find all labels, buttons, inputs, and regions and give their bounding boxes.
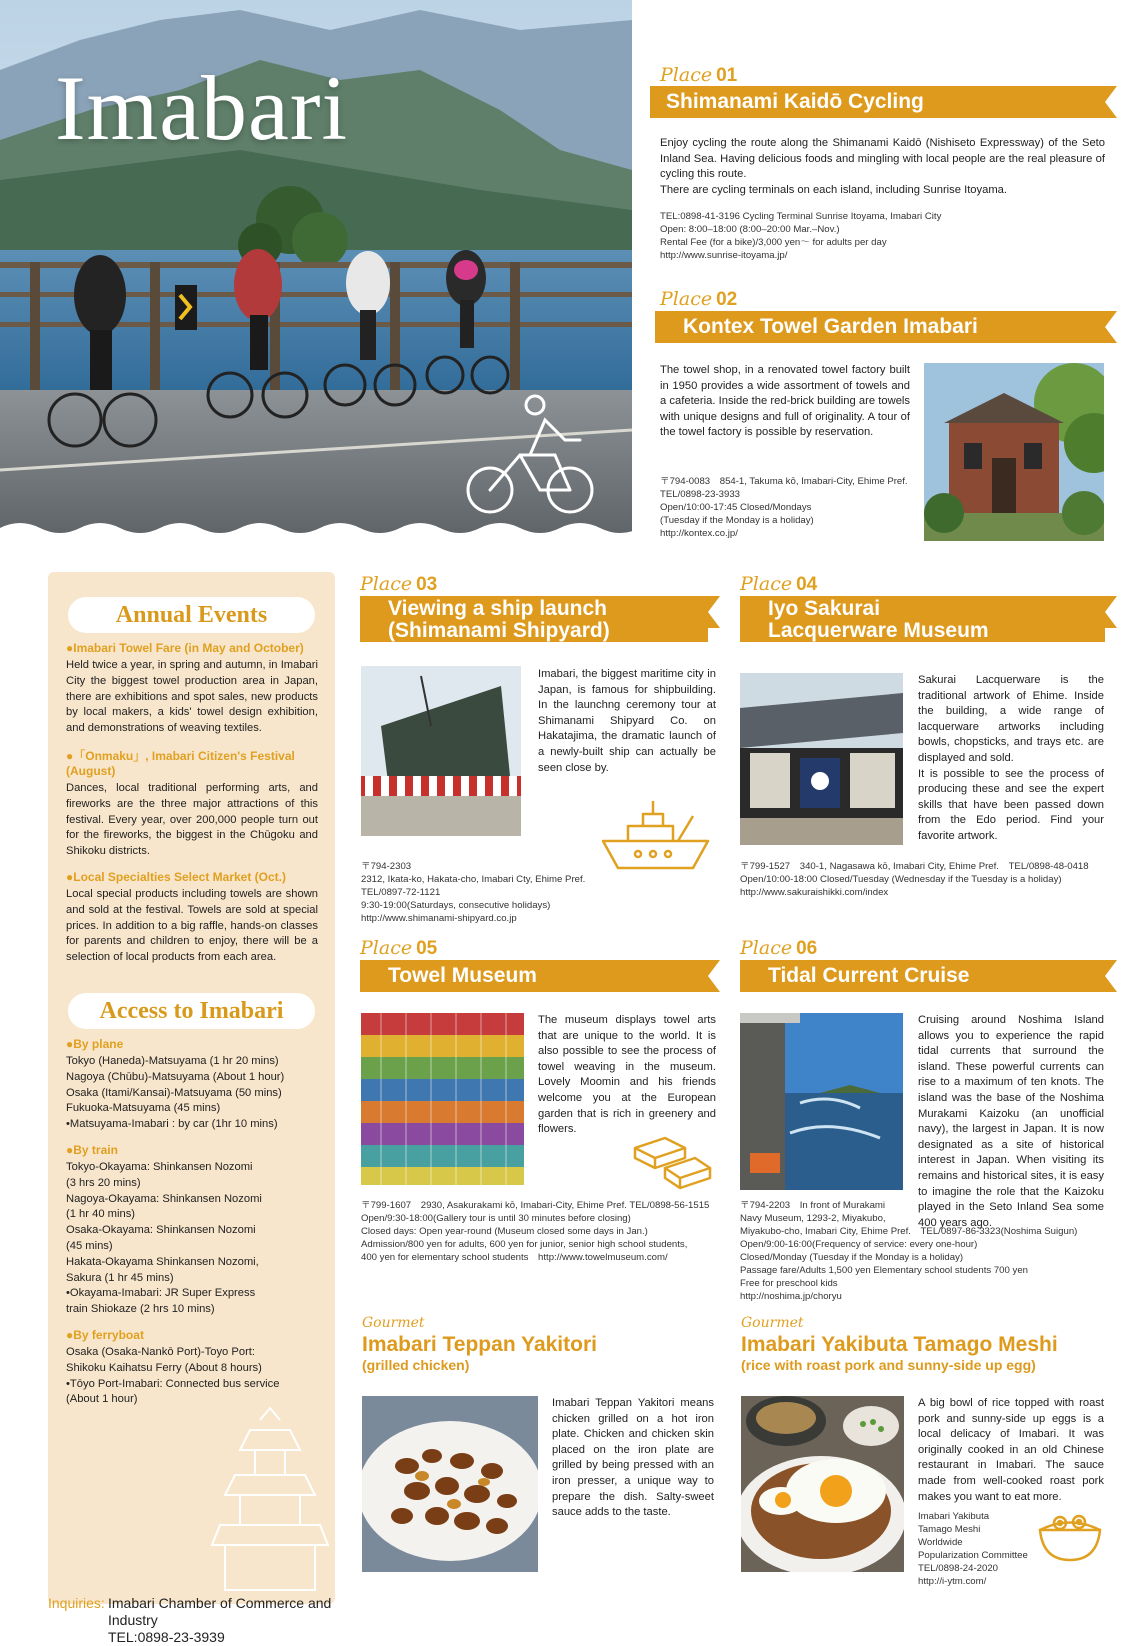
place-06-info: 〒794-2203 In front of Murakami Navy Museum, 1293-2, Miyakubo, Miyakubo-cho, Imabari City, Ehime Pref. TEL/0897-86-3323(Noshima Suigun) Open/9:00-16:00(Frequency of service: every one-hour) Closed/Monday (Tuesday if the Monday is a holiday) Passage fare/Adults 1,500 yen Elementary school students 700 yen Free for preschool kids http://noshima.jp/choryu xyxy=(740,1200,1078,1302)
tidal-cruise-photo xyxy=(740,1013,903,1190)
place-05-title: Towel Museum xyxy=(360,960,708,992)
event-heading: ●「Onmaku」, Imabari Citizen's Festival (August) xyxy=(66,748,295,778)
rice-bowl-icon xyxy=(1035,1505,1105,1570)
place-04-label: Place 04 xyxy=(740,573,818,595)
place-03-description: Imabari, the biggest maritime city in Japan, is famous for shipbuilding. In the launchng ceremony tour at Shimanami Shipyard Co. on Hakatajima, the dramatic launch of a newly-built ship can actually be seen close by. xyxy=(538,668,716,774)
inquiries-text: Imabari Chamber of Commerce and Industry TEL:0898-23-3939 xyxy=(108,1595,332,1645)
place-06-description: Cruising around Noshima Island allows you to experience the rapid tidal currents that surround the island. These powerful currents can rise to a maximum of ten knots. The island was the base of the Noshima Murakami Kaizoku (an unofficial navy), the largest in Japan. It is now designated as a site of historical interest in Japan. When visiting its remains and historical sites, it is easy to imagine the role that the Kaizoku played in the Seto Inland Sea some 400 years ago. xyxy=(918,1014,1104,1229)
tamago-meshi-photo xyxy=(741,1396,904,1572)
ship-launch-photo xyxy=(361,666,521,836)
hero-title: Imabari xyxy=(55,57,349,159)
place-04-info: 〒799-1527 340-1, Nagasawa kō, Imabari City, Ehime Pref. TEL/0898-48-0418 Open/10:00-18:00 Closed/Tuesday (Wednesday if the Tuesday is a holiday) http://www.sakuraishikki.com/index xyxy=(740,861,1089,898)
event-heading: ●Local Specialties Select Market (Oct.) xyxy=(66,869,286,884)
place-01-title: Shimanami Kaidō Cycling xyxy=(650,86,1105,118)
access-heading: ●By ferryboat xyxy=(66,1327,144,1342)
gourmet-2-title: Imabari Yakibuta Tamago Meshi xyxy=(741,1333,1058,1356)
place-01-info: TEL:0898-41-3196 Cycling Terminal Sunrise Itoyama, Imabari City Open: 8:00–18:00 (8:00–20:00 Mar.–Nov.) Rental Fee (for a bike)/3,000 yen～ for adults per day http://www.sunrise-itoyama.jp/ xyxy=(660,211,942,261)
place-02-info: 〒794-0083 854-1, Takuma kō, Imabari-City, Ehime Pref. TEL/0898-23-3933 Open/10:00-17:45 Closed/Mondays (Tuesday if the Monday is a holiday) http://kontex.co.jp/ xyxy=(660,476,908,539)
gourmet-1-title: Imabari Teppan Yakitori xyxy=(362,1333,597,1356)
access-heading: ●By plane xyxy=(66,1037,124,1051)
lacquerware-museum-photo xyxy=(740,673,903,845)
castle-illustration xyxy=(210,1400,330,1605)
towel-museum-photo xyxy=(361,1013,524,1185)
gourmet-1-subtitle: (grilled chicken) xyxy=(362,1357,470,1373)
event-heading: ●Imabari Towel Fare (in May and October) xyxy=(66,641,304,655)
access-heading: ●By train xyxy=(66,1142,118,1157)
gourmet-1-description: Imabari Teppan Yakitori means chicken grilled on a hot iron plate. Chicken and chicken skin placed on the iron plate are grilled by being pressed with an iron presser, a unique way to prepare the dish. Salty-sweet sauce adds to the taste. xyxy=(552,1397,714,1519)
annual-events-title: Annual Events xyxy=(68,597,315,633)
place-02-title: Kontex Towel Garden Imabari xyxy=(655,311,1105,343)
access-lines: Tokyo-Okayama: Shinkansen Nozomi (3 hrs 20 mins) Nagoya-Okayama: Shinkansen Nozomi (1 hr 40 mins) Osaka-Okayama: Shinkansen Nozomi (45 mins) Hakata-Okayama Shinkansen Nozomi, Sakura (1 hr 45 mins) •Okayama-Imabari: JR Super Express train Shiokaze (2 hrs 10 mins) xyxy=(66,1160,262,1316)
gourmet-2-subtitle: (rice with roast pork and sunny-side up egg) xyxy=(741,1357,1036,1373)
event-text: Dances, local traditional performing arts, and fireworks are the three major attractions of this festival. Every year, over 200,000 people turn out for the fireworks, the biggest in the Chūgoku and Shikoku districts. xyxy=(66,781,318,858)
place-03-info: 〒794-2303 2312, Ikata-ko, Hakata-cho, Imabari Cty, Ehime Pref. TEL/0897-72-1121 9:30-19:00(Saturdays, consecutive holidays) http://www.shimanami-shipyard.co.jp xyxy=(361,861,586,924)
gourmet-2-description: A big bowl of rice topped with roast pork and sunny-side up eggs is a local delicacy of Imabari. It was originally cooked in an old Chinese restaurant in Imabari. The sauce made from well-cooked roast pork makes you want to eat more. xyxy=(918,1397,1104,1503)
access-title: Access to Imabari xyxy=(68,993,315,1029)
gourmet-1-label: Gourmet xyxy=(362,1315,425,1331)
place-06-title: Tidal Current Cruise xyxy=(740,960,1105,992)
event-text: Local special products including towels are shown and sold at the festival. Towels are sold at special prices. In addition to a big raffle, hands-on classes for parents and children to enjoy, there will be a selection of local products from each area. xyxy=(66,887,318,964)
place-04-title: Iyo Sakurai Lacquerware Museum xyxy=(740,596,1105,642)
place-01-label: Place 01 xyxy=(660,64,738,86)
place-04-description: Sakurai Lacquerware is the traditional artwork of Ehime. Inside the building, a wide range of lacquerware artworks including bowls, chopsticks, and trays etc. are displayed and sold. It is possible to see the process of producing these and see the expert skills that have been passed down from the Edo period. Find your favorite artwork. xyxy=(918,674,1104,842)
place-05-description: The museum displays towel arts that are unique to the world. It is also possible to see the process of towel weaving in the museum. Lovely Moomin and his friends welcome you at the European garden that is rich in greenery and flowers. xyxy=(538,1014,716,1136)
access-lines: Tokyo (Haneda)-Matsuyama (1 hr 20 mins) Nagoya (Chūbu)-Matsuyama (About 1 hour) Osaka (Itami/Kansai)-Matsuyama (50 mins) Fukuoka-Matsuyama (45 mins) •Matsuyama-Imabari : by car (1hr 10 mins) xyxy=(66,1055,285,1131)
yakitori-photo xyxy=(362,1396,538,1572)
place-05-label: Place 05 xyxy=(360,937,438,959)
place-02-label: Place 02 xyxy=(660,288,738,310)
gourmet-2-info: Imabari Yakibuta Tamago Meshi Worldwide Popularization Committee TEL/0898-24-2020 http://i-ytm.com/ xyxy=(918,1511,1028,1587)
place-02-description: The towel shop, in a renovated towel factory built in 1950 provides a wide assortment of towels and a cafeteria. Inside the red-brick building are towels with unique designs and full of originality. A tour of the towel factory is possible by reservation. xyxy=(660,364,910,439)
kontex-building-photo xyxy=(924,363,1104,541)
place-06-label: Place 06 xyxy=(740,937,818,959)
place-01-description: Enjoy cycling the route along the Shimanami Kaidō (Nishiseto Expressway) of the Seto Inland Sea. Having delicious foods and mingling with local people are the real pleasure of cycling this route. There are cycling terminals on each island, including Sunrise Itoyama. xyxy=(660,137,1105,196)
access-lines: Osaka (Osaka-Nankō Port)-Toyo Port: Shikoku Kaihatsu Ferry (About 8 hours) •Tōyo Port-Imabari: Connected bus service (About 1 hour) xyxy=(66,1345,280,1406)
place-03-title: Viewing a ship launch (Shimanami Shipyard) xyxy=(360,596,708,642)
access-list xyxy=(66,1037,318,1408)
place-03-label: Place 03 xyxy=(360,573,438,595)
inquiries-label: Inquiries: xyxy=(48,1595,105,1611)
towel-icon xyxy=(625,1133,715,1198)
event-text: Held twice a year, in spring and autumn, in Imabari City the biggest towel production area in Japan, there are exhibitions and spot sales, new products by local makers, a kids' towel design exhibition, and demonstrations of weaving textiles. xyxy=(66,659,318,735)
place-05-info: 〒799-1607 2930, Asakurakami kō, Imabari-City, Ehime Pref. TEL/0898-56-1515 Open/9:30-18:00(Gallery tour is until 30 minutes before closing) Closed days: Open year-round (Museum closed some days in Jan.) Admission/800 yen for adults, 600 yen for junior, senior high school students, 400 yen for elementary school students http://www.towelmuseum.com/ xyxy=(361,1200,710,1263)
annual-events-list xyxy=(66,641,318,966)
gourmet-2-label: Gourmet xyxy=(741,1315,804,1331)
